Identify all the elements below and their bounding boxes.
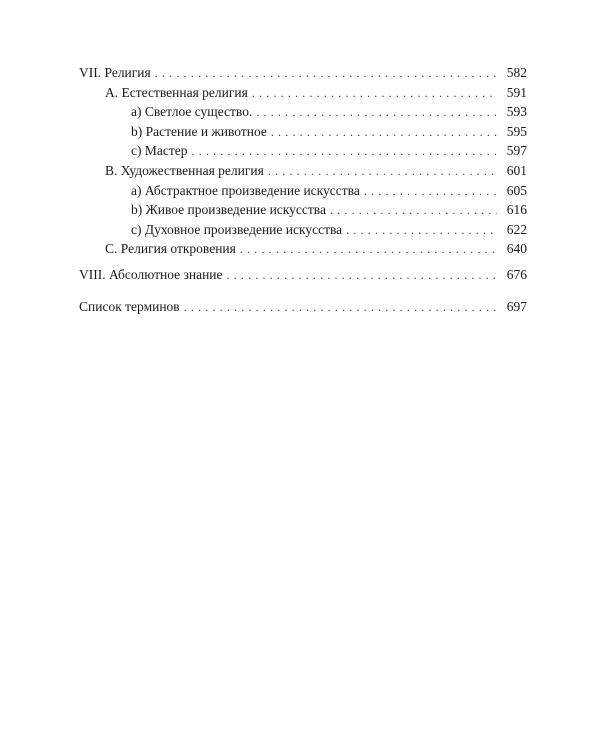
- toc-entry-abstract-artwork[interactable]: [79, 181, 527, 201]
- toc-entry-title: b) Живое произведение искусства: [131, 202, 326, 218]
- dot-leader: [227, 266, 497, 286]
- toc-entry-plant-and-animal[interactable]: [79, 122, 527, 142]
- dot-leader: [256, 103, 497, 123]
- toc-entry-title: c) Духовное произведение искусства: [131, 221, 343, 237]
- toc-entry-master[interactable]: [79, 141, 527, 161]
- toc-entry-title: VII. Религия: [79, 65, 151, 80]
- toc-entry-title: B. Художественная религия: [105, 162, 264, 178]
- toc-entry-revealed-religion[interactable]: [79, 239, 527, 259]
- dot-leader: [184, 298, 497, 318]
- toc-entry-page: 676: [506, 266, 527, 282]
- dot-leader: [330, 201, 497, 221]
- toc-entry-spiritual-artwork[interactable]: [79, 220, 527, 240]
- dot-leader: [346, 221, 497, 241]
- toc-entry-religion[interactable]: [79, 63, 527, 83]
- toc-entry-title: b) Растение и животное: [131, 123, 267, 139]
- toc-entry-title: C. Религия откровения: [105, 241, 236, 257]
- toc-entry-title: A. Естественная религия: [105, 84, 248, 100]
- toc-entry-page: 697: [506, 298, 527, 314]
- toc-entry-absolute-knowledge[interactable]: [79, 265, 527, 285]
- toc-entry-page: 595: [506, 123, 527, 139]
- toc-entry-page: 597: [506, 143, 527, 159]
- toc-entry-light-essence[interactable]: [79, 102, 527, 122]
- toc-entry-title: a) Светлое существо.: [131, 104, 253, 120]
- dot-leader: [252, 84, 497, 104]
- toc-entry-art-religion[interactable]: [79, 161, 527, 181]
- toc-entry-title: a) Абстрактное произведение искусства: [131, 182, 360, 198]
- toc-entry-page: 616: [506, 202, 527, 218]
- toc-entry-page: 593: [506, 104, 527, 120]
- toc-entry-page: 601: [506, 162, 527, 178]
- toc-entry-page: 640: [506, 241, 527, 257]
- toc-entry-page: 605: [506, 182, 527, 198]
- toc-entry-page: 582: [506, 65, 527, 80]
- toc-entry-page: 622: [506, 221, 527, 237]
- table-of-contents: [79, 63, 527, 316]
- toc-entry-title: c) Мастер: [131, 143, 188, 159]
- toc-entry-glossary[interactable]: [79, 297, 527, 317]
- toc-entry-living-artwork[interactable]: [79, 200, 527, 220]
- toc-entry-natural-religion[interactable]: [79, 83, 527, 103]
- toc-entry-title: VIII. Абсолютное знание: [79, 266, 223, 282]
- toc-entry-title: Список терминов: [79, 298, 180, 314]
- dot-leader: [268, 162, 497, 182]
- dot-leader: [364, 182, 497, 202]
- dot-leader: [240, 240, 497, 260]
- dot-leader: [271, 123, 497, 143]
- toc-entry-page: 591: [506, 84, 527, 100]
- dot-leader: [192, 142, 498, 162]
- dot-leader: [155, 64, 497, 84]
